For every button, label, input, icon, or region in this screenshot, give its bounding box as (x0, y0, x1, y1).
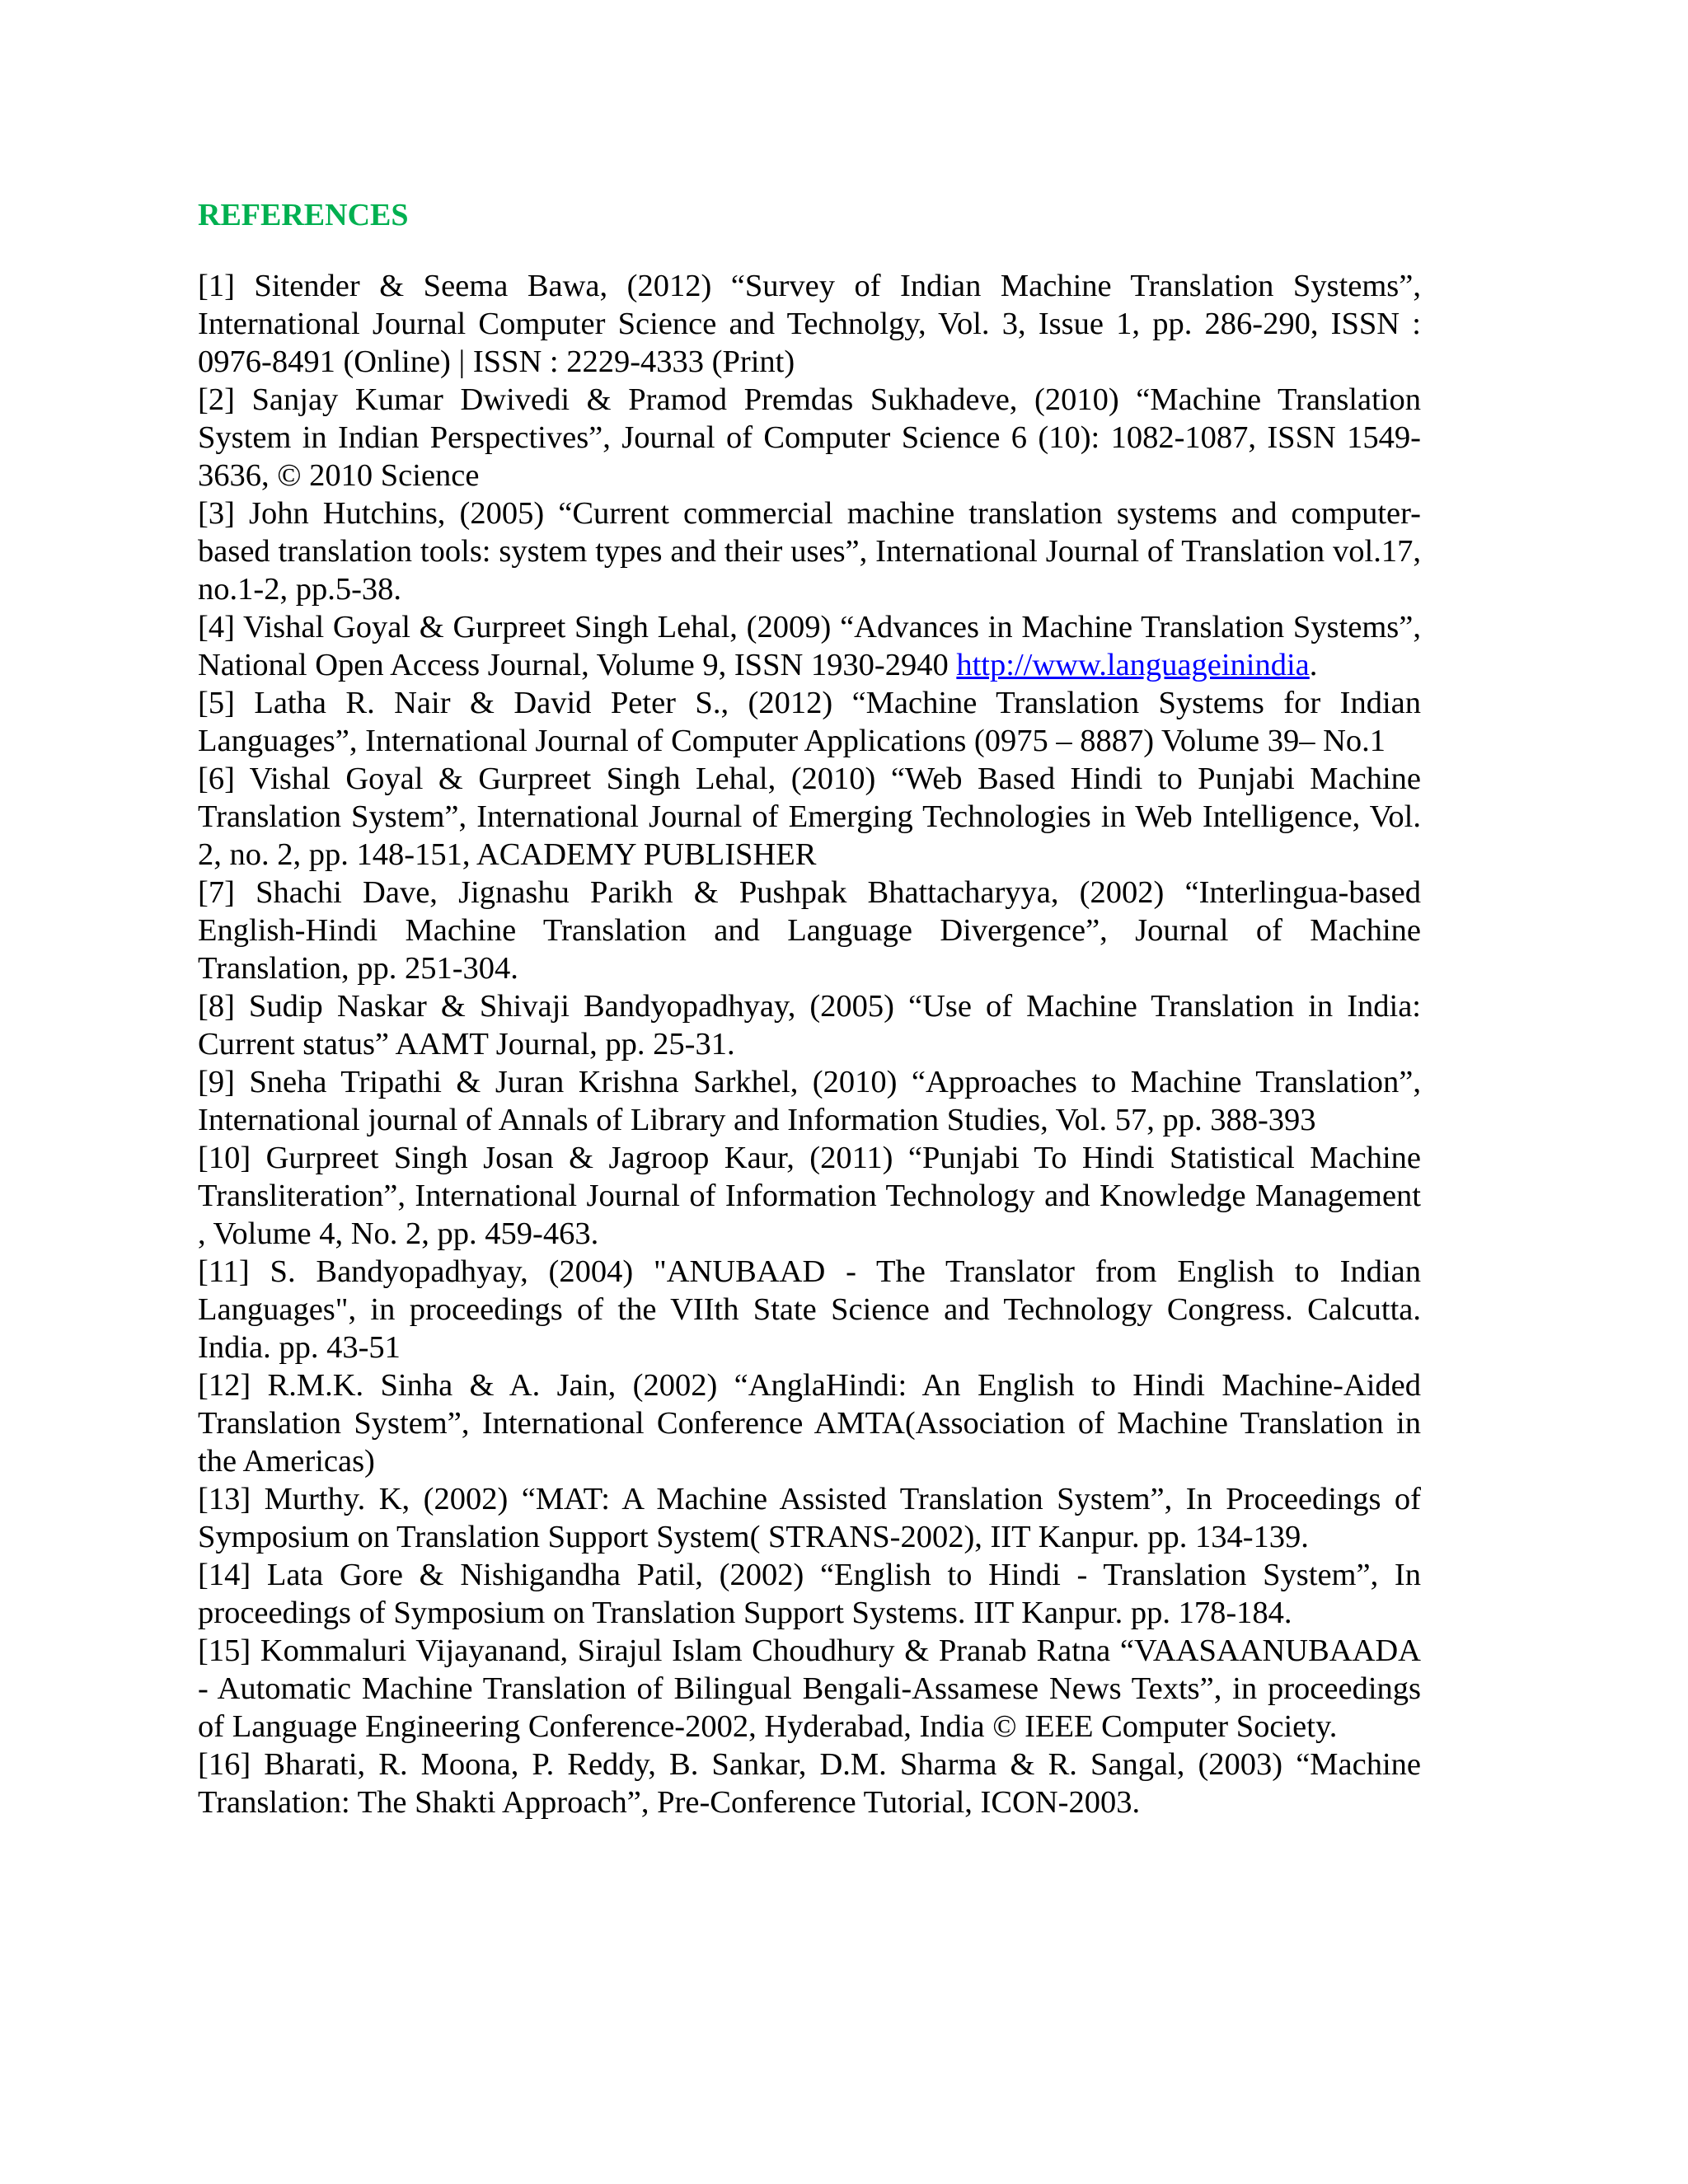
reference-text: [12] R.M.K. Sinha & A. Jain, (2002) “AnglaHindi: An English to Hindi Machine-Aided Translation System”, International Conference AMTA(Association of Machine Translation in the Americas) (198, 1368, 1421, 1479)
references-heading: REFERENCES (198, 198, 409, 232)
reference-text: [10] Gurpreet Singh Josan & Jagroop Kaur, (2011) “Punjabi To Hindi Statistical Machine Transliteration”, International Journal of Information Technology and Knowledge Management , Volume 4, No. 2, pp. 459-463. (198, 1141, 1421, 1251)
reference-item (198, 1063, 1421, 1139)
reference-text: [3] John Hutchins, (2005) “Current commercial machine translation systems and computer-based translation tools: system types and their uses”, International Journal of Translation vol.17, no.1-2, pp.5-38. (198, 496, 1421, 607)
reference-link[interactable]: http://www.languageinindia (956, 648, 1310, 682)
reference-item (198, 1253, 1421, 1366)
reference-item (198, 874, 1421, 987)
reference-text: [9] Sneha Tripathi & Juran Krishna Sarkhel, (2010) “Approaches to Machine Translation”, International journal of Annals of Library and Information Studies, Vol. 57, pp. 388-393 (198, 1065, 1421, 1137)
reference-item (198, 494, 1421, 608)
reference-item (198, 1632, 1421, 1746)
reference-item (198, 1480, 1421, 1556)
reference-text: [5] Latha R. Nair & David Peter S., (2012) “Machine Translation Systems for Indian Languages”, International Journal of Computer Applications (0975 – 8887) Volume 39– No.1 (198, 686, 1421, 758)
reference-text: [15] Kommaluri Vijayanand, Sirajul Islam Choudhury & Pranab Ratna “VAASAANUBAADA - Automatic Machine Translation of Bilingual Bengali-Assamese News Texts”, in proceedings of Language Engineering Conference-2002, Hyderabad, India © IEEE Computer Society. (198, 1633, 1421, 1744)
reference-text: [13] Murthy. K, (2002) “MAT: A Machine Assisted Translation System”, In Proceedings of Symposium on Translation Support System( STRANS-2002), IIT Kanpur. pp. 134-139. (198, 1482, 1421, 1554)
reference-text: [14] Lata Gore & Nishigandha Patil, (2002) “English to Hindi - Translation System”, In proceedings of Symposium on Translation Support Systems. IIT Kanpur. pp. 178-184. (198, 1558, 1421, 1630)
reference-text: [7] Shachi Dave, Jignashu Parikh & Pushpak Bhattacharyya, (2002) “Interlingua-based English-Hindi Machine Translation and Language Divergence”, Journal of Machine Translation, pp. 251-304. (198, 875, 1421, 986)
references-page (198, 196, 1421, 1821)
reference-text: [4] Vishal Goyal & Gurpreet Singh Lehal, (2009) “Advances in Machine Translation Systems”, National Open Access Journal, Volume 9, ISSN 1930-2940 (198, 610, 1421, 682)
reference-text: [6] Vishal Goyal & Gurpreet Singh Lehal, (2010) “Web Based Hindi to Punjabi Machine Translation System”, International Journal of Emerging Technologies in Web Intelligence, Vol. 2, no. 2, pp. 148-151, ACADEMY PUBLISHER (198, 762, 1421, 872)
reference-item (198, 684, 1421, 760)
reference-item (198, 1366, 1421, 1480)
reference-text: [1] Sitender & Seema Bawa, (2012) “Survey of Indian Machine Translation Systems”, International Journal Computer Science and Technolgy, Vol. 3, Issue 1, pp. 286-290, ISSN : 0976-8491 (Online) | ISSN : 2229-4333 (Print) (198, 269, 1421, 379)
reference-text-tail: . (1309, 648, 1318, 682)
reference-text: [11] S. Bandyopadhyay, (2004) "ANUBAAD - The Translator from English to Indian Languages", in proceedings of the VIIth State Science and Technology Congress. Calcutta. India. pp. 43-51 (198, 1254, 1421, 1365)
reference-item (198, 608, 1421, 684)
reference-item (198, 1556, 1421, 1632)
reference-list (198, 267, 1421, 1821)
reference-item (198, 381, 1421, 494)
reference-item (198, 760, 1421, 874)
reference-item (198, 1746, 1421, 1821)
reference-text: [16] Bharati, R. Moona, P. Reddy, B. Sankar, D.M. Sharma & R. Sangal, (2003) “Machine Translation: The Shakti Approach”, Pre-Conference Tutorial, ICON-2003. (198, 1747, 1421, 1820)
reference-item (198, 267, 1421, 381)
reference-text: [8] Sudip Naskar & Shivaji Bandyopadhyay, (2005) “Use of Machine Translation in India: Current status” AAMT Journal, pp. 25-31. (198, 989, 1421, 1062)
reference-item (198, 1139, 1421, 1253)
reference-item (198, 987, 1421, 1063)
reference-text: [2] Sanjay Kumar Dwivedi & Pramod Premdas Sukhadeve, (2010) “Machine Translation System in Indian Perspectives”, Journal of Computer Science 6 (10): 1082-1087, ISSN 1549-3636, © 2010 Science (198, 382, 1421, 493)
